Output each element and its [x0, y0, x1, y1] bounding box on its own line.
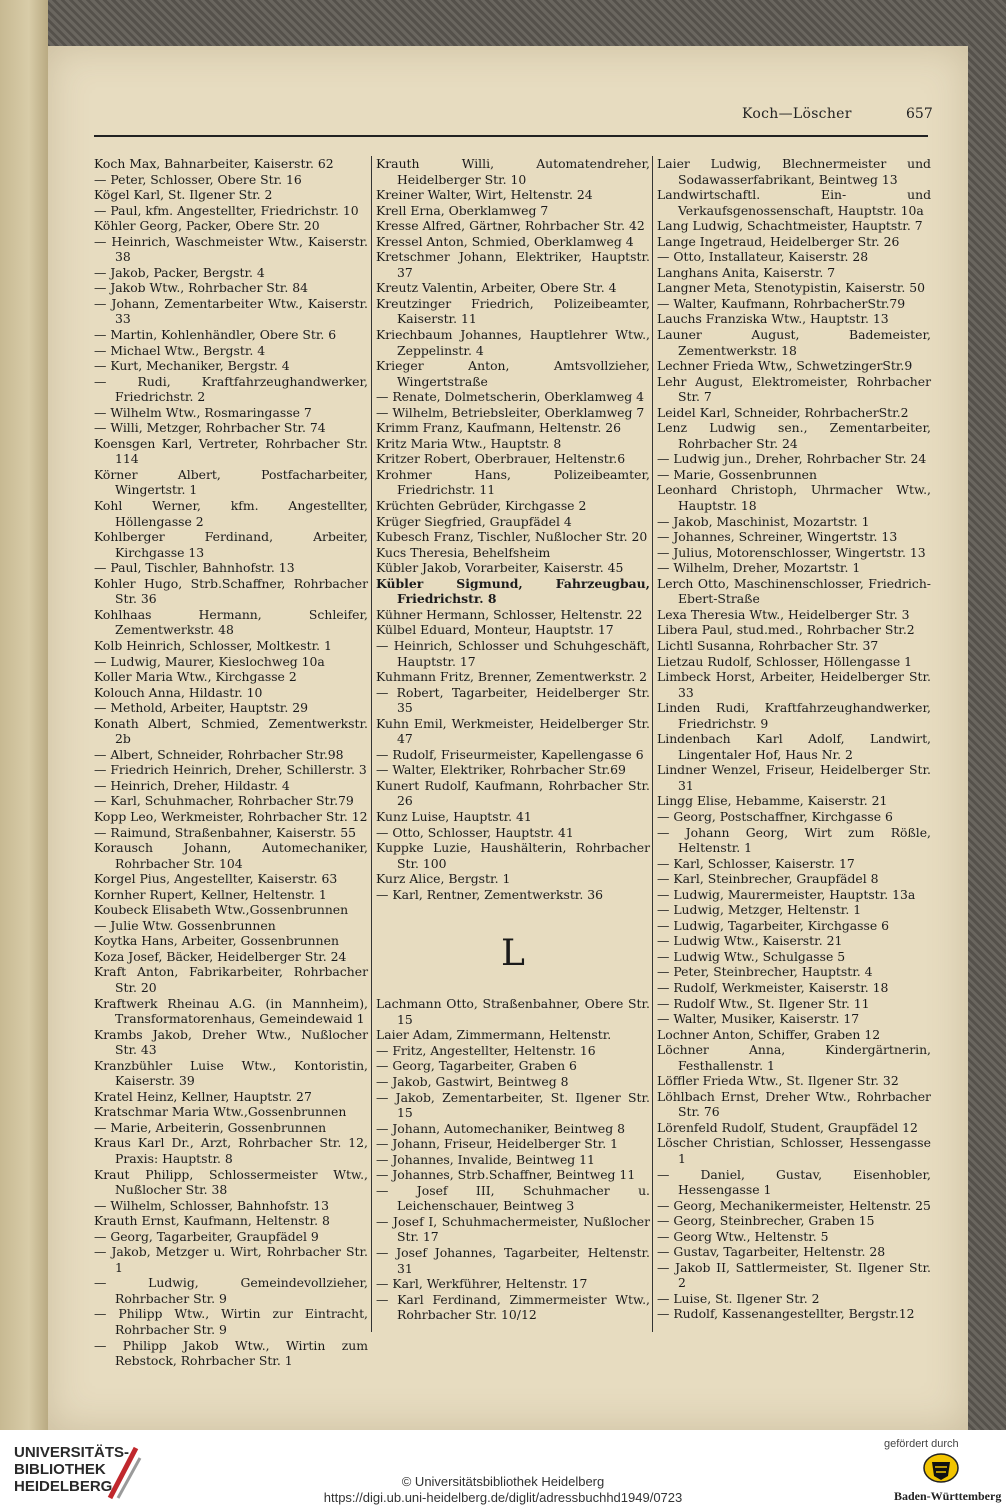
directory-entry: — Julie Wtw. Gossenbrunnen: [94, 917, 276, 933]
directory-entry: — Karl, Schlosser, Kaiserstr. 17: [657, 855, 855, 871]
funder-name: Baden-Württemberg: [894, 1489, 1002, 1503]
directory-entry: — Jakob, Maschinist, Mozartstr. 1: [657, 513, 870, 529]
directory-entry: — Karl, Steinbrecher, Graupfädel 8: [657, 871, 879, 887]
directory-entry: — Walter, Elektriker, Rohrbacher Str.69: [376, 762, 626, 778]
directory-entry: — Karl, Schuhmacher, Rohrbacher Str.79: [94, 793, 354, 809]
directory-entry: — Josef Johannes, Tagarbeiter, Heltenstr. 31: [376, 1245, 650, 1276]
directory-entry: — Daniel, Gustav, Eisenhobler, Hessengasse 1: [657, 1166, 931, 1198]
directory-entry: Kreutzinger Friedrich, Polizeibeamter, Kaiserstr. 11: [376, 295, 650, 327]
directory-column-1: [94, 156, 368, 1369]
directory-column-2: [376, 156, 650, 1323]
directory-entry: Koubeck Elisabeth Wtw.,Gossenbrunnen: [94, 902, 349, 918]
directory-entry: Korgel Pius, Angestellter, Kaiserstr. 63: [94, 871, 338, 887]
directory-entry: Limbeck Horst, Arbeiter, Heidelberger Str. 33: [657, 669, 931, 700]
directory-entry: Lehr August, Elektromeister, Rohrbacher Str. 7: [657, 373, 931, 405]
directory-entry: Krimm Franz, Kaufmann, Heltenstr. 26: [376, 420, 621, 436]
directory-entry: Kraftwerk Rheinau A.G. (in Mannheim), Transformatorenhaus, Gemeindewaid 1: [94, 995, 368, 1027]
directory-entry: — Georg, Postschaffner, Kirchgasse 6: [657, 808, 893, 824]
directory-entry: — Josef I, Schuhmachermeister, Nußlocher Str. 17: [376, 1213, 650, 1245]
directory-entry: Kresse Alfred, Gärtner, Rohrbacher Str. 42: [376, 218, 645, 234]
directory-entry: Koytka Hans, Arbeiter, Gossenbrunnen: [94, 933, 339, 949]
directory-entry: — Ludwig, Maurermeister, Hauptstr. 13a: [657, 886, 916, 902]
directory-entry: — Martin, Kohlenhändler, Obere Str. 6: [94, 327, 337, 343]
directory-entry: Lerch Otto, Maschinenschlosser, Friedrich-Ebert-Straße: [657, 575, 931, 607]
directory-entry: — Wilhelm Wtw., Rosmaringasse 7: [94, 404, 312, 420]
directory-entry: — Peter, Steinbrecher, Hauptstr. 4: [657, 964, 873, 980]
directory-entry: Kubesch Franz, Tischler, Nußlocher Str. 20: [376, 529, 648, 545]
directory-entry: Lechner Frieda Wtw,, SchwetzingerStr.9: [657, 358, 913, 374]
copyright-notice: © Universitätsbibliothek Heidelberg: [401, 1474, 605, 1489]
directory-entry: Linden Rudi, Kraftfahrzeughandwerker, Friedrichstr. 9: [657, 700, 931, 731]
directory-entry: — Gustav, Tagarbeiter, Heltenstr. 28: [657, 1244, 886, 1260]
directory-entry: — Philipp Jakob Wtw., Wirtin zum Rebstock, Rohrbacher Str. 1: [94, 1337, 368, 1369]
directory-entry: — Johann, Automechaniker, Beintweg 8: [376, 1120, 625, 1136]
directory-entry: — Johannes, Invalide, Beintweg 11: [376, 1151, 595, 1167]
directory-entry: — Karl, Werkführer, Heltenstr. 17: [376, 1276, 588, 1292]
directory-entry: Külbel Eduard, Monteur, Hauptstr. 17: [376, 622, 614, 638]
directory-entry: Langhans Anita, Kaiserstr. 7: [657, 264, 836, 280]
directory-entry: Laier Ludwig, Blechnermeister und Sodawasserfabrikant, Beintweg 13: [657, 156, 931, 187]
directory-entry: Laier Adam, Zimmermann, Heltenstr.: [376, 1027, 612, 1043]
directory-entry: Löffler Frieda Wtw., St. Ilgener Str. 32: [657, 1073, 899, 1089]
directory-entry: Kühner Hermann, Schlosser, Heltenstr. 22: [376, 606, 643, 622]
directory-entry: Kunert Rudolf, Kaufmann, Rohrbacher Str. 26: [376, 777, 650, 809]
directory-entry: — Wilhelm, Dreher, Mozartstr. 1: [657, 560, 861, 576]
header-rule: [94, 135, 928, 137]
directory-entry: — Marie, Gossenbrunnen: [657, 466, 817, 482]
directory-entry: — Raimund, Straßenbahner, Kaiserstr. 55: [94, 824, 356, 840]
directory-entry: Lindenbach Karl Adolf, Landwirt, Lingentaler Hof, Haus Nr. 2: [657, 731, 931, 762]
directory-entry: Kohlhaas Hermann, Schleifer, Zementwerkstr. 48: [94, 606, 368, 638]
directory-entry: Libera Paul, stud.med., Rohrbacher Str.2: [657, 622, 915, 638]
directory-entry: Koensgen Karl, Vertreter, Rohrbacher Str. 114: [94, 435, 368, 467]
directory-entry: — Johannes, Strb.Schaffner, Beintweg 11: [376, 1167, 636, 1183]
directory-entry: — Rudolf, Friseurmeister, Kapellengasse 6: [376, 746, 644, 762]
directory-entry: — Methold, Arbeiter, Hauptstr. 29: [94, 700, 309, 716]
directory-entry: — Georg, Mechanikermeister, Heltenstr. 25: [657, 1197, 931, 1213]
directory-entry: Krell Erna, Oberklamweg 7: [376, 202, 549, 218]
directory-entry: Korausch Johann, Automechaniker, Rohrbacher Str. 104: [94, 840, 368, 871]
directory-entry: Kratel Heinz, Kellner, Hauptstr. 27: [94, 1088, 312, 1104]
directory-entry: — Walter, Kaufmann, RohrbacherStr.79: [657, 295, 906, 311]
directory-entry: Kraus Karl Dr., Arzt, Rohrbacher Str. 12, Praxis: Hauptstr. 8: [94, 1135, 368, 1166]
directory-entry: Lochner Anton, Schiffer, Graben 12: [657, 1026, 881, 1042]
directory-entry: Kohl Werner, kfm. Angestellter, Höllengasse 2: [94, 498, 368, 529]
directory-entry: — Georg, Steinbrecher, Graben 15: [657, 1213, 875, 1229]
directory-entry: Lang Ludwig, Schachtmeister, Hauptstr. 7: [657, 218, 923, 234]
library-name-line: HEIDELBERG: [14, 1478, 113, 1495]
section-letter: L: [501, 933, 525, 975]
directory-entry: Kögel Karl, St. Ilgener Str. 2: [94, 187, 273, 203]
directory-entry: — Wilhelm, Schlosser, Bahnhofstr. 13: [94, 1197, 330, 1213]
directory-entry: Löhlbach Ernst, Dreher Wtw., Rohrbacher Str. 76: [657, 1088, 931, 1120]
column-divider: [371, 156, 372, 1332]
directory-entry: — Paul, Tischler, Bahnhofstr. 13: [94, 560, 295, 576]
running-header: Koch—Löscher: [742, 106, 852, 122]
directory-entry: Launer August, Bademeister, Zementwerkstr. 18: [657, 327, 931, 358]
directory-entry: Krüger Siegfried, Graupfädel 4: [376, 513, 572, 529]
directory-entry: Kurz Alice, Bergstr. 1: [376, 871, 511, 887]
directory-entry: Kolouch Anna, Hildastr. 10: [94, 684, 263, 700]
directory-entry: Kretschmer Johann, Elektriker, Hauptstr. 37: [376, 249, 650, 280]
directory-entry: Krambs Jakob, Dreher Wtw., Nußlocher Str. 43: [94, 1026, 368, 1058]
directory-entry: — Ludwig Wtw., Schulgasse 5: [657, 948, 846, 964]
directory-entry: — Heinrich, Waschmeister Wtw., Kaiserstr. 38: [94, 233, 368, 265]
directory-entry: — Heinrich, Schlosser und Schuhgeschäft, Hauptstr. 17: [376, 637, 650, 669]
directory-entry: — Wilhelm, Betriebsleiter, Oberklamweg 7: [376, 404, 645, 420]
directory-entry: Kohlberger Ferdinand, Arbeiter, Kirchgasse 13: [94, 529, 368, 560]
directory-entry: — Rudolf, Werkmeister, Kaiserstr. 18: [657, 979, 889, 995]
directory-entry: — Jakob, Gastwirt, Beintweg 8: [376, 1073, 569, 1089]
directory-entry: — Ludwig Wtw., Kaiserstr. 21: [657, 933, 843, 949]
directory-entry: Krieger Anton, Amtsvollzieher, Wingertstraße: [376, 358, 650, 389]
directory-entry: — Peter, Schlosser, Obere Str. 16: [94, 171, 302, 187]
directory-entry: — Johann, Zementarbeiter Wtw., Kaiserstr. 33: [94, 295, 368, 327]
directory-entry: — Heinrich, Dreher, Hildastr. 4: [94, 777, 290, 793]
directory-entry: — Ludwig, Maurer, Kieslochweg 10a: [94, 653, 325, 669]
directory-entry: Lachmann Otto, Straßenbahner, Obere Str. 15: [376, 996, 650, 1027]
directory-entry: — Julius, Motorenschlosser, Wingertstr. 13: [657, 544, 926, 560]
directory-entry: Krauth Willi, Automatendreher, Heidelberger Str. 10: [376, 156, 650, 187]
directory-entry: Koch Max, Bahnarbeiter, Kaiserstr. 62: [94, 156, 334, 171]
directory-entry: — Otto, Schlosser, Hauptstr. 41: [376, 824, 574, 840]
directory-entry: Kritz Maria Wtw., Hauptstr. 8: [376, 435, 562, 451]
directory-entry: Koza Josef, Bäcker, Heidelberger Str. 24: [94, 948, 347, 964]
directory-entry: — Rudolf Wtw., St. Ilgener Str. 11: [657, 995, 870, 1011]
directory-entry: — Ludwig, Gemeindevollzieher, Rohrbacher Str. 9: [94, 1275, 368, 1306]
directory-entry: Köhler Georg, Packer, Obere Str. 20: [94, 218, 320, 234]
directory-entry: Landwirtschaftl. Ein- und Verkaufsgenossenschaft, Hauptstr. 10a: [657, 187, 931, 218]
directory-entry: Kuhn Emil, Werkmeister, Heidelberger Str. 47: [376, 715, 650, 747]
directory-entry: — Ludwig jun., Dreher, Rohrbacher Str. 24: [657, 451, 927, 467]
directory-entry: Kranzbühler Luise Wtw., Kontoristin, Kaiserstr. 39: [94, 1057, 368, 1089]
directory-entry: Kopp Leo, Werkmeister, Rohrbacher Str. 12: [94, 808, 368, 824]
directory-entry: — Josef III, Schuhmacher u. Leichenschauer, Beintweg 3: [376, 1182, 650, 1214]
baden-wuerttemberg-seal-icon: [922, 1452, 960, 1484]
directory-entry: Kolb Heinrich, Schlosser, Moltkestr. 1: [94, 637, 332, 653]
directory-entry: Kübler Sigmund, Fahrzeugbau, Friedrichstr. 8: [376, 575, 650, 607]
directory-entry: Lenz Ludwig sen., Zementarbeiter, Rohrbacher Str. 24: [657, 420, 931, 451]
directory-entry: — Paul, kfm. Angestellter, Friedrichstr. 10: [94, 202, 359, 218]
directory-entry: — Georg Wtw., Heltenstr. 5: [657, 1228, 829, 1244]
directory-entry: Löscher Christian, Schlosser, Hessengasse 1: [657, 1135, 931, 1166]
directory-entry: Löchner Anna, Kindergärtnerin, Festhallenstr. 1: [657, 1042, 931, 1073]
directory-entry: — Philipp Wtw., Wirtin zur Eintracht, Rohrbacher Str. 9: [94, 1306, 368, 1338]
directory-entry: — Michael Wtw., Bergstr. 4: [94, 342, 266, 358]
directory-entry: Konath Albert, Schmied, Zementwerkstr. 2b: [94, 715, 368, 747]
directory-entry: — Renate, Dolmetscherin, Oberklamweg 4: [376, 389, 644, 405]
directory-entry: — Jakob, Zementarbeiter, St. Ilgener Str. 15: [376, 1089, 650, 1121]
directory-entry: — Ludwig, Tagarbeiter, Kirchgasse 6: [657, 917, 890, 933]
directory-entry: — Friedrich Heinrich, Dreher, Schillerstr. 3: [94, 762, 367, 778]
directory-entry: Leidel Karl, Schneider, RohrbacherStr.2: [657, 404, 909, 420]
directory-entry: Kriechbaum Johannes, Hauptlehrer Wtw., Zeppelinstr. 4: [376, 327, 650, 358]
directory-entry: — Willi, Metzger, Rohrbacher Str. 74: [94, 420, 326, 436]
directory-entry: Lörenfeld Rudolf, Student, Graupfädel 12: [657, 1119, 918, 1135]
directory-entry: — Kurt, Mechaniker, Bergstr. 4: [94, 358, 290, 374]
funded-by-label: gefördert durch: [884, 1438, 959, 1450]
directory-entry: — Rudi, Kraftfahrzeughandwerker, Friedrichstr. 2: [94, 373, 368, 405]
permalink[interactable]: https://digi.ub.uni-heidelberg.de/diglit/adressbuchhd1949/0723: [323, 1490, 683, 1505]
directory-entry: Kübler Jakob, Vorarbeiter, Kaiserstr. 45: [376, 560, 624, 576]
directory-entry: Kraut Philipp, Schlossermeister Wtw., Nußlocher Str. 38: [94, 1166, 368, 1198]
library-name-line: BIBLIOTHEK: [14, 1461, 106, 1478]
directory-entry: — Marie, Arbeiterin, Gossenbrunnen: [94, 1119, 327, 1135]
previous-page-edge: [0, 0, 48, 1430]
directory-entry: — Albert, Schneider, Rohrbacher Str.98: [94, 746, 344, 762]
directory-entry: — Jakob, Metzger u. Wirt, Rohrbacher Str. 1: [94, 1244, 368, 1275]
directory-entry: Kraft Anton, Fabrikarbeiter, Rohrbacher Str. 20: [94, 964, 368, 995]
directory-entry: Koller Maria Wtw., Kirchgasse 2: [94, 669, 297, 685]
directory-entry: — Walter, Musiker, Kaiserstr. 17: [657, 1011, 860, 1027]
directory-entry: Kreutz Valentin, Arbeiter, Obere Str. 4: [376, 280, 617, 296]
directory-entry: Kuppke Luzie, Haushälterin, Rohrbacher Str. 100: [376, 840, 650, 871]
directory-entry: Lange Ingetraud, Heidelberger Str. 26: [657, 233, 900, 249]
directory-entry: Kohler Hugo, Strb.Schaffner, Rohrbacher Str. 36: [94, 575, 368, 607]
directory-entry: — Jakob, Packer, Bergstr. 4: [94, 264, 265, 280]
directory-entry: — Otto, Installateur, Kaiserstr. 28: [657, 249, 869, 265]
directory-entry: Langner Meta, Stenotypistin, Kaiserstr. 50: [657, 280, 926, 296]
directory-entry: — Karl, Rentner, Zementwerkstr. 36: [376, 886, 604, 902]
directory-entry: — Georg, Tagarbeiter, Graupfädel 9: [94, 1228, 319, 1244]
directory-entry: Lauchs Franziska Wtw., Hauptstr. 13: [657, 311, 889, 327]
directory-entry: — Robert, Tagarbeiter, Heidelberger Str. 35: [376, 684, 650, 716]
directory-entry: — Fritz, Angestellter, Heltenstr. 16: [376, 1042, 596, 1058]
column-divider: [652, 156, 653, 1332]
directory-entry: Lietzau Rudolf, Schlosser, Höllengasse 1: [657, 653, 913, 669]
binding-cloth-right: [968, 0, 1006, 1430]
directory-entry: Krohmer Hans, Polizeibeamter, Friedrichstr. 11: [376, 466, 650, 498]
directory-entry: Lexa Theresia Wtw., Heidelberger Str. 3: [657, 606, 910, 622]
directory-entry: Kressel Anton, Schmied, Oberklamweg 4: [376, 233, 634, 249]
directory-entry: Lindner Wenzel, Friseur, Heidelberger Str. 31: [657, 762, 931, 793]
directory-entry: — Ludwig, Metzger, Heltenstr. 1: [657, 902, 862, 918]
directory-entry: Kucs Theresia, Behelfsheim: [376, 544, 551, 560]
directory-entry: — Johannes, Schreiner, Wingertstr. 13: [657, 529, 898, 545]
page-number: 657: [906, 106, 933, 122]
directory-entry: — Johann, Friseur, Heidelberger Str. 1: [376, 1136, 618, 1152]
directory-entry: — Jakob Wtw., Rohrbacher Str. 84: [94, 280, 308, 296]
directory-entry: Lingg Elise, Hebamme, Kaiserstr. 21: [657, 793, 888, 809]
directory-entry: Kreiner Walter, Wirt, Heltenstr. 24: [376, 187, 593, 203]
directory-column-3: [657, 156, 931, 1322]
binding-cloth-top: [0, 0, 1006, 46]
directory-entry: Krüchten Gebrüder, Kirchgasse 2: [376, 498, 587, 514]
directory-entry: — Johann Georg, Wirt zum Rößle, Heltenstr. 1: [657, 824, 931, 856]
directory-entry: Kritzer Robert, Oberbrauer, Heltenstr.6: [376, 451, 626, 467]
directory-entry: — Georg, Tagarbeiter, Graben 6: [376, 1058, 577, 1074]
directory-entry: — Rudolf, Kassenangestellter, Bergstr.12: [657, 1306, 915, 1322]
directory-entry: Kornher Rupert, Kellner, Heltenstr. 1: [94, 886, 327, 902]
directory-entry: Leonhard Christoph, Uhrmacher Wtw., Hauptstr. 18: [657, 482, 931, 514]
directory-entry: Krauth Ernst, Kaufmann, Heltenstr. 8: [94, 1213, 330, 1229]
directory-entry: Kuhmann Fritz, Brenner, Zementwerkstr. 2: [376, 669, 647, 685]
directory-entry: Kratschmar Maria Wtw.,Gossenbrunnen: [94, 1104, 347, 1120]
library-name-line: UNIVERSITÄTS-: [14, 1444, 130, 1461]
directory-entry: — Jakob II, Sattlermeister, St. Ilgener Str. 2: [657, 1259, 931, 1291]
directory-entry: — Luise, St. Ilgener Str. 2: [657, 1290, 820, 1306]
directory-entry: Körner Albert, Postfacharbeiter, Wingertstr. 1: [94, 466, 368, 498]
directory-entry: Lichtl Susanna, Rohrbacher Str. 37: [657, 637, 879, 653]
directory-entry: Kunz Luise, Hauptstr. 41: [376, 808, 532, 824]
directory-entry: — Karl Ferdinand, Zimmermeister Wtw., Rohrbacher Str. 10/12: [376, 1291, 650, 1323]
